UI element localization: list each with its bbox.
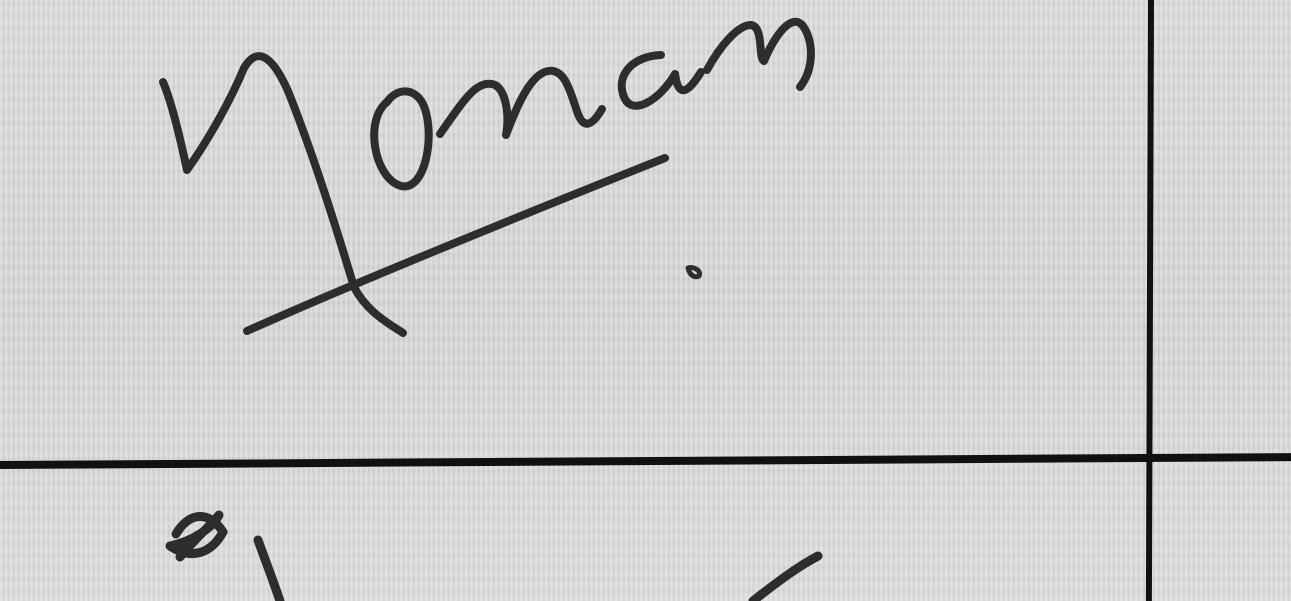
signature-stroke-a [622,55,701,106]
bullet-star-mark [170,515,223,557]
signature-stroke-o [374,91,429,186]
signature-stroke-y [163,56,403,333]
signature-stroke-m [440,71,602,135]
partial-letter-right [753,556,818,601]
signature-stroke-n [707,22,811,87]
ink-dot [688,267,700,276]
partial-letter-left [258,540,280,601]
signature-underline [247,158,665,331]
